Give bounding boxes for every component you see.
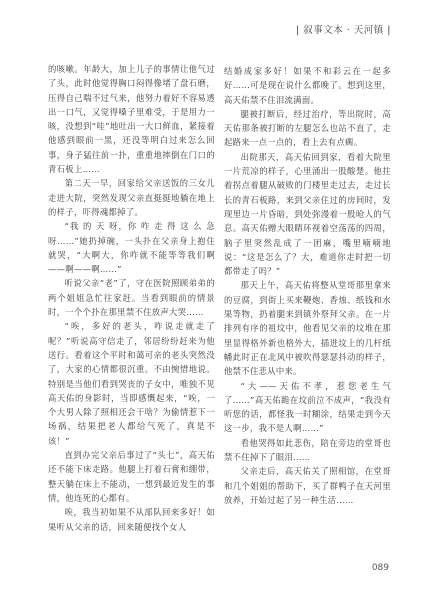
paragraph: 结婚成家多好！如果不和彩云在一起多好……可是现在说什么都晚了。想到这里，高天佑禁不住泪流满面。 <box>224 66 391 105</box>
paragraph: 父亲走后，高天佑关了照相馆，在堂哥和几个姐姐的帮助下，买了群鸭子在天河里放养，开始过起了另一种生活…… <box>224 466 391 505</box>
page-number: 089 <box>371 563 389 573</box>
left-column <box>48 62 215 534</box>
paragraph: 第二天一早，回家给父亲送饭的三女儿走进大院，突然发现父亲直挺挺地躺在地上的样子，吓得魂都掉了。 <box>48 178 215 217</box>
paragraph: 直到办完父亲后事过了“头七”，高天佑还不能下床走路。他腿上打着石膏和绷带，整天躺在床上不能动，一想到最近发生的事情，他连死的心都有。 <box>48 450 215 503</box>
paragraph: 出院那天，高天佑回到家，看着大院里一片荒凉的样子，心里涌出一股酸楚。他拄着拐点着腿从破败的门楼里走过去，走过长长的青石板路，来到父亲住过的房间时，发现里边一片昏暗，到处弥漫着一股呛人的气息。高天佑赠大眼睛环视着空荡荡的四周，脑子里突然乱成了一团麻，嘴里喃喃地说：“这是怎么了？大，难道你走时把一切都带走了吗？” <box>224 151 391 277</box>
running-header: | 叙事文本 · 天河镇 | <box>295 25 391 36</box>
paragraph: 腿被打断后，经过治疗，等出院时，高天佑那条被打断的左腿怎么也站不直了，走起路来一点一点的，看上去有点瘸。 <box>224 108 391 148</box>
paragraph: 看他哭得如此悲伤，陪在旁边的堂哥也禁不住掉下了眼泪…… <box>224 437 391 463</box>
paragraph: “唉，多好的老头，咋说走就走了呢？”听说高守信走了，邻居纷纷赶来为他送行。看着这个平时和蔼可亲的老头突然没了，大家的心情都很沉重。不由惋惜地说。特别是当他们看到哭丧的子女中，唯独不见高天佑的身影时，当即感慨起来，“唉，一个大男人除了照相还会干啥？为偷情惹下一场祸，结果把老人都给气死了，真是不该！” <box>48 321 215 446</box>
paragraph: 唉，我当初如果不从部队回来多好！如果听从父亲的话，回来随便找个女人 <box>48 507 215 532</box>
right-column <box>224 64 391 507</box>
paragraph: “我 的 天 呀，你 咋 走 得 这 么 急 呀……”她扔掉碗，一头扑在父亲身上抱住就哭，“大啊大，你咋就不能等等我们啊——啊——啊……” <box>48 221 215 275</box>
paragraph: 听说父亲“老”了，守在医院照顾弟弟的两个姐姐急忙往家赶。当看到眼前的情景时，一个个扑在那里禁不住放声大哭…… <box>48 278 215 318</box>
paragraph: “大——天佑不孝，惹您老生气了……”高天佑跪在坟前泣不成声，“我没有听您的话，都怪我一时糊涂，结果走到今天这一步，我不是人啊……” <box>224 380 391 434</box>
paragraph: 的咳嗽。年龄大，加上儿子的事情让他气过了头，此时他觉得胸口闷得像堵了盘石磨，压得自己喘不过气来，他努力着好不容易透出一口气，又觉得嗓子里难受，于是用力一咳，没想到“哇”地吐出一大口鲜血，紧接着他感到眼前一黑，还没等明白过来怎么回事，身子猛往前一扑，重重地摔倒在门口的青石板上…… <box>48 64 215 175</box>
paragraph: 那天上午，高天佑将整从堂哥那里拿来的豆腐，到街上买来鞭炮、香烛、纸钱和水果等物，扔着腿来到镇外祭拜父亲。在一片排列有序的祖坟中，他看见父亲的坟堆在那里显得格外新也格外大，插进坟上的几杆纸幡此时正在北风中被吹得瑟瑟抖动的样子，他禁不住悲从中来。 <box>224 280 391 377</box>
